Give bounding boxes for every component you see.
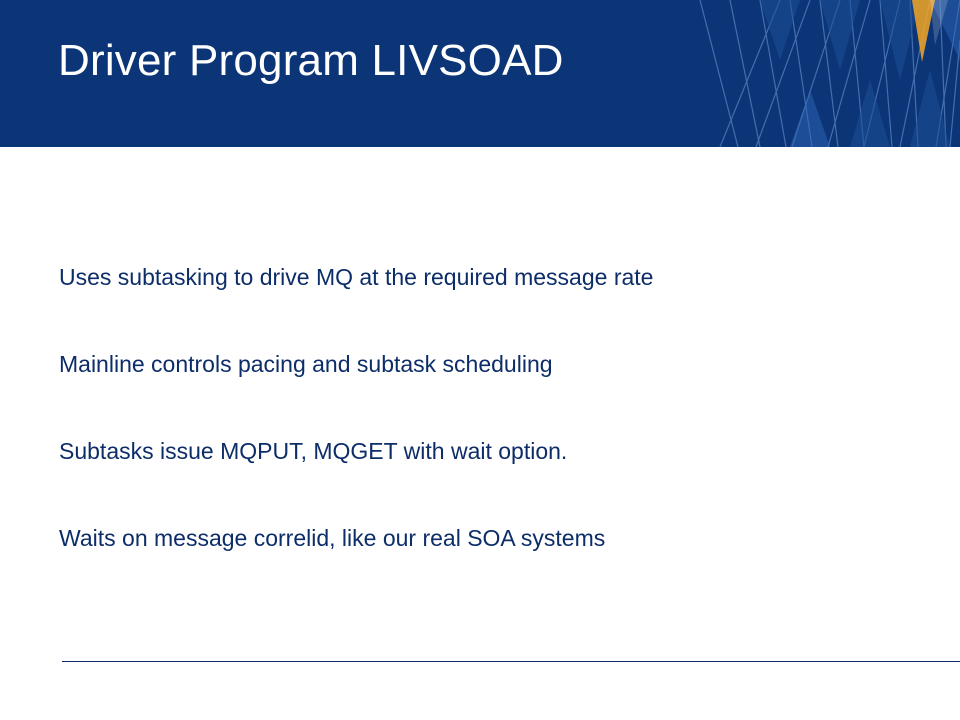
title-banner bbox=[0, 0, 960, 147]
footer-divider bbox=[62, 661, 960, 662]
bullet-item-subtasking: Uses subtasking to drive MQ at the required message rate bbox=[59, 264, 654, 290]
bullet-item-subtasks: Subtasks issue MQPUT, MQGET with wait option. bbox=[59, 438, 568, 464]
slide-title: Driver Program LIVSOAD bbox=[58, 36, 564, 85]
bullet-item-mainline: Mainline controls pacing and subtask scheduling bbox=[59, 351, 553, 377]
triangle-pattern-icon bbox=[660, 0, 960, 147]
bullet-list bbox=[59, 258, 653, 606]
bullet-item-correlid: Waits on message correlid, like our real SOA systems bbox=[59, 525, 606, 551]
